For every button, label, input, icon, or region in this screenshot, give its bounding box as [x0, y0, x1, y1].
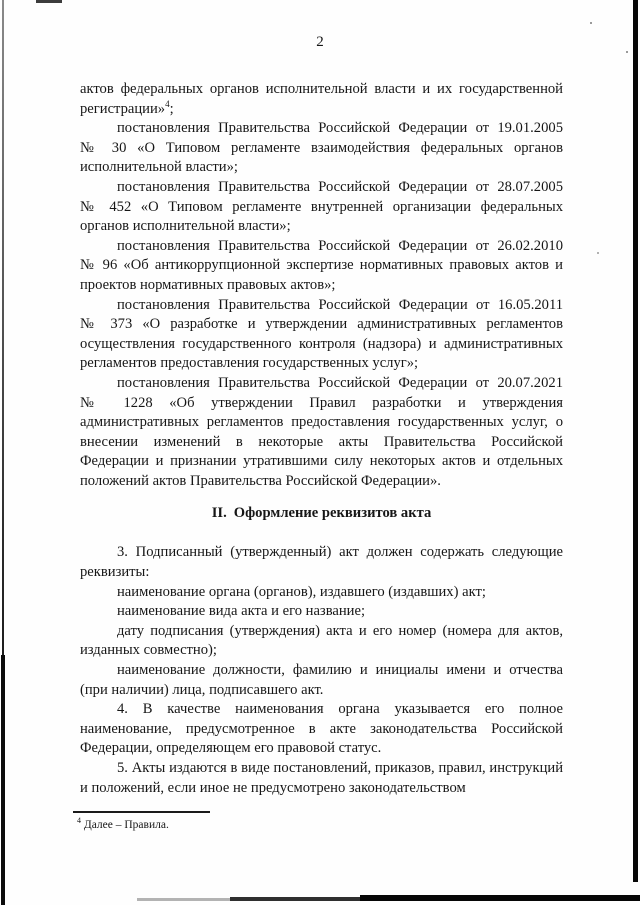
paragraph: наименование вида акта и его название; — [117, 603, 366, 620]
scan-bottom-line-gray — [137, 898, 233, 901]
footnote-reference: 4 — [165, 98, 170, 109]
paragraph: постановления Правительства Российской Федерации от 19.01.2005 № 30 «О Типовом регламенте взаимодействия федеральных органов исполнительной власти»; — [80, 120, 563, 176]
section-heading — [80, 503, 563, 523]
paragraph: 3. Подписанный (утвержденный) акт должен содержать следующие реквизиты: — [80, 544, 563, 581]
paragraph: постановления Правительства Российской Федерации от 28.07.2005 № 452 «О Типовом регламенте внутренней организации федеральных органов исполнительной власти»; — [80, 178, 563, 235]
paragraph: наименование должности, фамилию и инициалы имени и отчества (при наличии) лица, подписавшего акт. — [80, 662, 563, 698]
section-heading-text: Оформление реквизитов акта — [233, 505, 432, 522]
footnote-text: Далее – Правила. — [83, 819, 169, 831]
paragraph: наименование органа (органов), издавшего (издавших) акт; — [117, 583, 486, 600]
footnote — [77, 818, 640, 832]
paragraph: постановления Правительства Российской Федерации от 16.05.2011 № 373 «О разработке и утверждении административных регламентов осуществления государственного контроля (надзора) и административных регламентов предоставления государственных услуг»; — [80, 296, 563, 372]
paragraph: постановления Правительства Российской Федерации от 26.02.2010 № 96 «Об антикоррупционной экспертизе нормативных правовых актов и проектов нормативных правовых актов»; — [80, 237, 563, 293]
section-heading-number: II. — [211, 505, 227, 522]
paragraph-text: ; — [169, 100, 174, 117]
footnote-area — [0, 811, 640, 832]
paragraph: постановления Правительства Российской Федерации от 20.07.2021 № 1228 «Об утверждении Правил разработки и утверждения административных регламентов предоставления государственных услуг, о внесении изменений в некоторые акты Правительства Российской Федерации и признании утратившими силу некоторых актов и отдельных положений актов Правительства Российской Федерации». — [80, 374, 563, 489]
paragraph: дату подписания (утверждения) акта и его номер (номера для актов, изданных совместно); — [80, 622, 563, 659]
scan-speck — [626, 51, 628, 53]
page-number: 2 — [316, 34, 324, 50]
scan-top-dash — [36, 0, 62, 3]
paragraph-text: актов федеральных органов исполнительной власти и их государственной регистрации» — [80, 81, 563, 117]
scan-bottom-line-black — [360, 895, 640, 901]
scan-speck — [590, 22, 592, 24]
paragraph — [80, 80, 563, 119]
footnote-separator — [73, 811, 210, 813]
paragraph: 5. Акты издаются в виде постановлений, приказов, правил, инструкций и положений, если иное не предусмотрено законодательством — [80, 760, 563, 796]
document-body — [0, 80, 640, 798]
paragraph: 4. В качестве наименования органа указывается его полное наименование, предусмотренное в акте законодательства Российской Федерации, определяющем его правовой статус. — [80, 701, 563, 757]
scan-bottom-line-mid — [230, 897, 362, 901]
footnote-marker: 4 — [77, 816, 81, 826]
